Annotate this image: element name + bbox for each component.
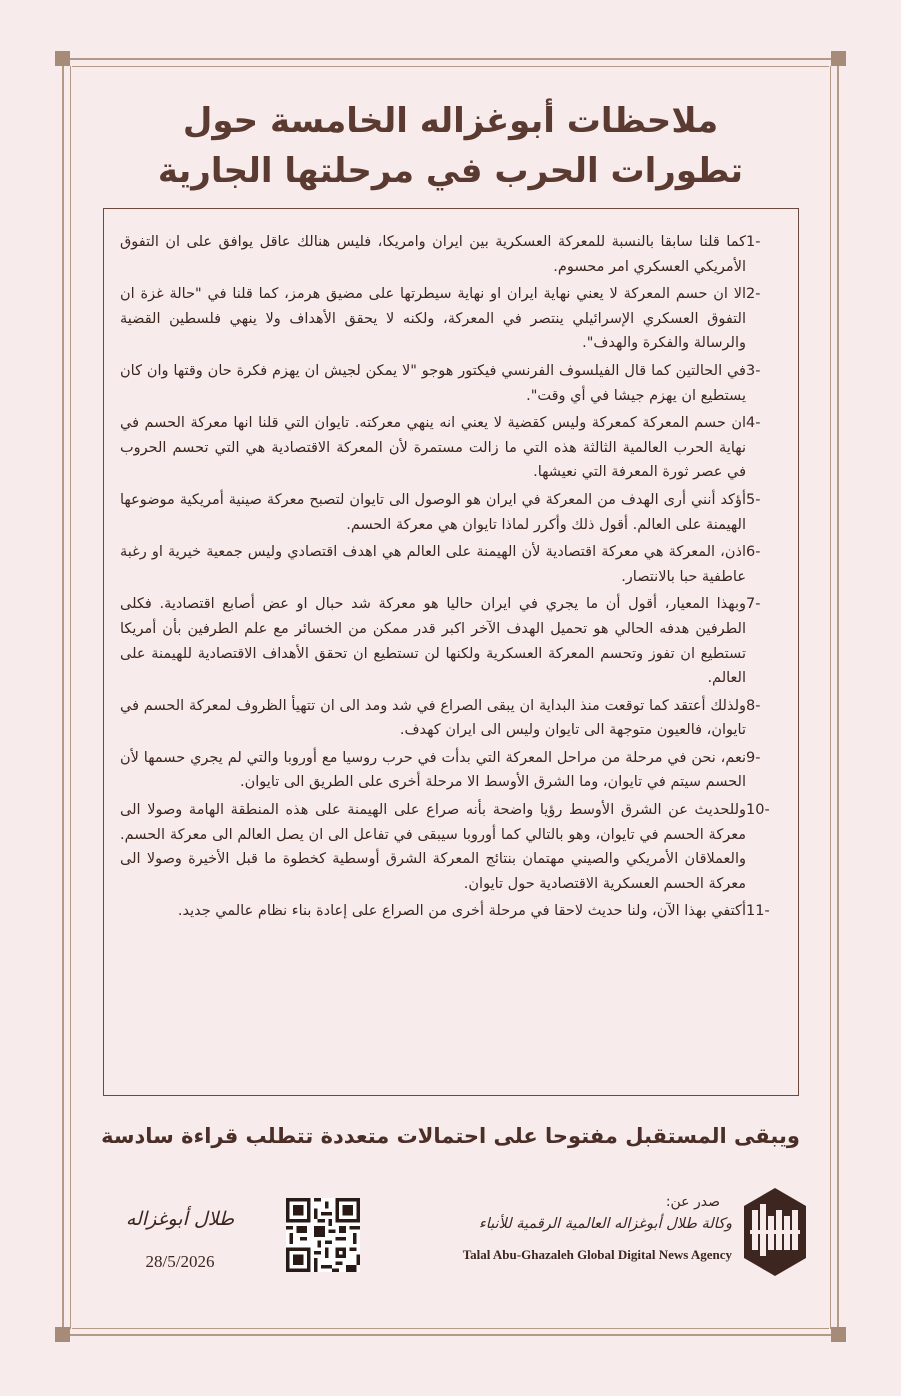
list-item (120, 694, 782, 743)
point-text: اذن، المعركة هي معركة اقتصادية لأن الهيمنة على العالم هي اهدف اقتصادي وليس جمعية خيرية او رغبة عاطفية حبا بالانتصار. (120, 544, 746, 585)
list-item (120, 359, 782, 408)
frame-line-top-inner (72, 66, 829, 67)
frame-line-top (62, 58, 839, 60)
frame-corner-top-left (55, 51, 70, 66)
tag-logo-icon (740, 1186, 810, 1278)
point-text: الا ان حسم المعركة لا يعني نهاية ايران او نهاية سيطرتها على مضيق هرمز، كما قلنا في "حالة غزة ان التفوق العسكري الإسرائيلي ينتصر في المعركة، ولكنه لا يحقق الأهداف ولا ينهي فلسطين القضية والرسالة والفكرة والهدف". (120, 286, 746, 352)
frame-line-right-inner (830, 66, 831, 1329)
list-item (120, 798, 782, 896)
title-line-1: ملاحظات أبوغزاله الخامسة حول (182, 101, 719, 141)
point-text: وللحديث عن الشرق الأوسط رؤيا واضحة بأنه صراع على الهيمنة على هذه المنطقة الهامة وصولا الى معركة الحسم في تايوان، وهو بالتالي كما أوروبا سيبقى في تفاعل الى ان يصل العالم الى معركة الحسم. والعملاقان الأمريكي والصيني مهتمان بنتائج المعركة الشرق أوسطية كخطوة ما قبل الأخيرة وصولا الى معركة الحسم العسكرية الاقتصادية حول تايوان. (120, 802, 746, 892)
point-number: 4- (746, 415, 761, 432)
list-item (120, 899, 782, 924)
qr-code-icon (286, 1198, 360, 1272)
point-number: 2- (746, 286, 761, 303)
frame-corner-top-right (831, 51, 846, 66)
list-item (120, 282, 782, 356)
signature-date: 28/5/2026 (145, 1252, 215, 1271)
frame-line-right (837, 58, 839, 1336)
list-item (120, 488, 782, 537)
list-item (120, 540, 782, 589)
list-item (120, 746, 782, 795)
point-text: في الحالتين كما قال الفيلسوف الفرنسي فيكتور هوجو "لا يمكن لجيش ان يهزم فكرة حان وقتها وان كان يستطيع ان يهزم جيشا في أي وقت". (120, 362, 746, 404)
frame-line-left-inner (70, 66, 71, 1329)
point-text: أؤكد أنني أرى الهدف من المعركة في ايران هو الوصول الى تايوان لتصبح معركة صينية أمريكية موضوعها الهيمنة على العالم. أقول ذلك وأكرر لماذا تايوان هي معركة الحسم. (120, 491, 746, 533)
list-item (120, 230, 782, 279)
frame-line-bottom (62, 1334, 839, 1336)
point-text: كما قلنا سابقا بالنسبة للمعركة العسكرية بين ايران وامريكا، فليس هنالك عاقل يوافق على ان التفوق الأمريكي العسكري امر محسوم. (120, 234, 746, 275)
frame-line-bottom-inner (72, 1328, 829, 1329)
page-title (100, 96, 801, 196)
point-number: 5- (746, 491, 761, 508)
issuer-label: صدر عن: (665, 1194, 720, 1210)
point-text: وبهذا المعيار، أقول أن ما يجري في ايران حاليا هو معركة شد حبال او عض أصابع اقتصادية. فكلى الطرفين هدفه الحالي هو تحميل الهدف الآخر اكبر قدر ممكن من الخسائر مع علم الطرفين بأن أمريكا تستطيع ان تفوز وتحسم المعركة العسكرية ولكنها لن تستطيع ان تحقق الأهداف الاقتصادية للهيمنة على العالم. (120, 596, 746, 687)
point-number: 9- (746, 749, 761, 766)
list-item (120, 411, 782, 485)
list-item (120, 592, 782, 690)
point-number: 6- (746, 544, 761, 561)
point-number: 8- (746, 697, 761, 714)
point-number: 10- (746, 802, 770, 819)
point-text: أكتفي بهذا الآن، ولنا حديث لاحقا في مرحلة أخرى من الصراع على إعادة بناء نظام عالمي جديد. (177, 903, 746, 920)
point-number: 7- (746, 596, 761, 613)
agency-name-arabic: وكالة طلال أبوغزاله العالمية الرقمية للأنباء (478, 1216, 732, 1232)
point-text: ولذلك أعتقد كما توقعت منذ البداية ان يبقى الصراع في شد ومد الى ان تتهيأ الظروف لمعركة الحسم في تايوان، فالعيون متوجهة الى تايوان وليس الى ايران كهدف. (120, 697, 746, 739)
frame-corner-bottom-left (55, 1327, 70, 1342)
point-text: ان حسم المعركة كمعركة وليس كقضية لا يعني انه ينهي معركته. تايوان التي قلنا انها معركة الحسم في نهاية الحرب العالمية الثالثة هذه التي ما زالت مستمرة لأن المعركة الاقتصادية هي التي تحسم الحروب في عصر ثورة المعرفة التي نعيشها. (120, 415, 746, 481)
points-list (120, 230, 782, 927)
point-text: نعم، نحن في مرحلة من مراحل المعركة التي بدأت في حرب روسيا مع أوروبا والتي لم يجري حسمها لأن الحسم سيتم في تايوان، وما الشرق الأوسط الا مرحلة أخرى على الطريق الى تايوان. (120, 749, 746, 791)
signature: طلال أبوغزاله (125, 1208, 235, 1230)
closing-statement: ويبقى المستقبل مفتوحا على احتمالات متعددة تتطلب قراءة سادسة (101, 1124, 800, 1148)
frame-line-left (62, 58, 64, 1336)
agency-name-english: Talal Abu-Ghazaleh Global Digital News Agency (462, 1247, 732, 1262)
frame-corner-bottom-right (831, 1327, 846, 1342)
point-number: 1- (746, 234, 761, 250)
point-number: 3- (746, 362, 761, 379)
title-line-2: تطورات الحرب في مرحلتها الجارية (157, 151, 744, 191)
point-number: 11- (746, 903, 770, 920)
